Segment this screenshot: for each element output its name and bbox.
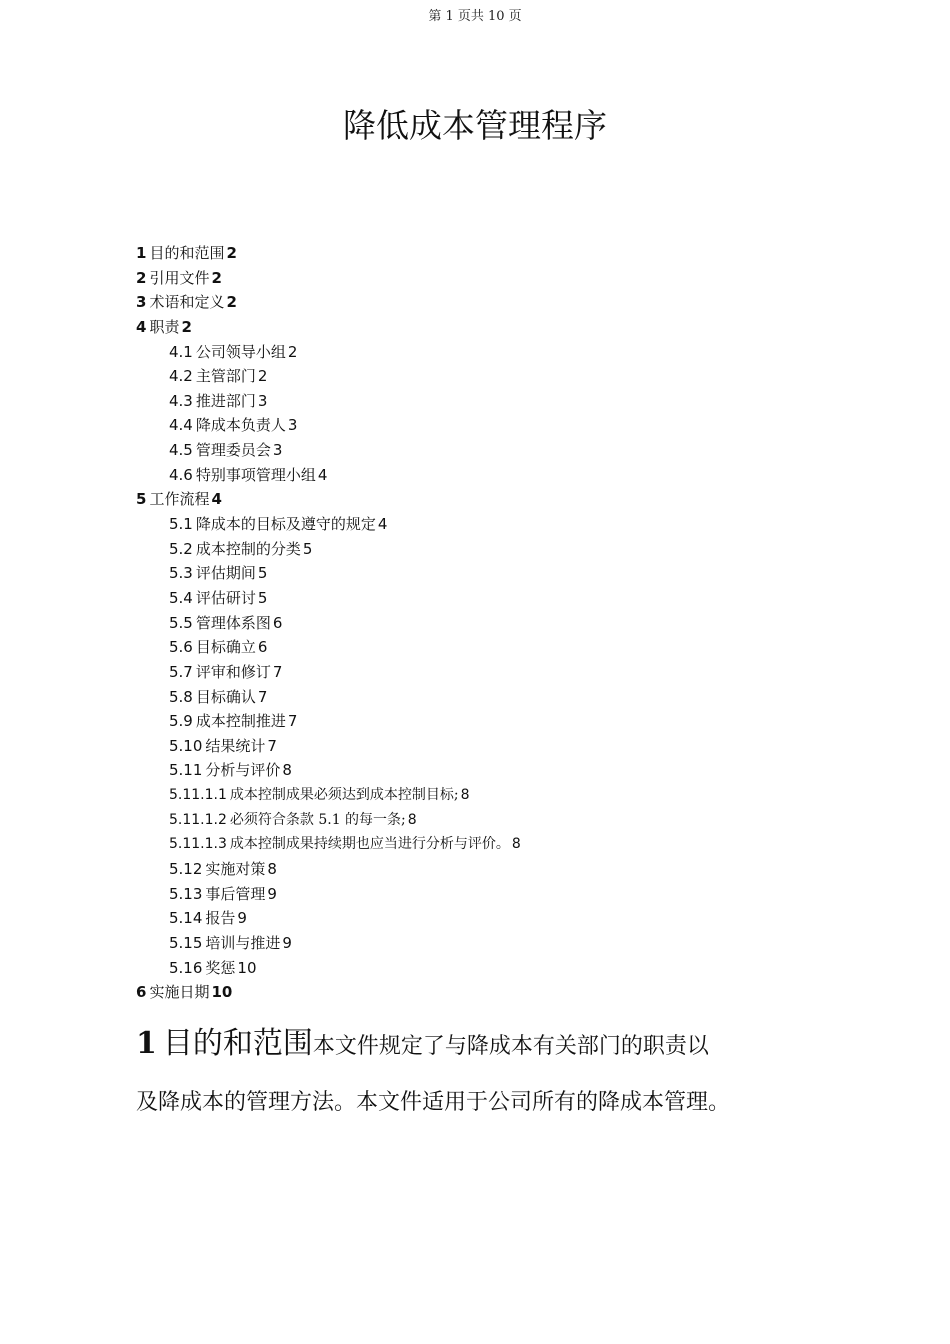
toc-entry[interactable] [136, 906, 856, 931]
toc-entry[interactable] [136, 832, 856, 857]
toc-entry-title: 目标确立 [195, 638, 256, 657]
toc-entry-page: 7 [287, 712, 298, 731]
toc-entry[interactable] [136, 758, 856, 783]
toc-entry-number: 4.3 [169, 391, 193, 410]
toc-entry-number: 5.11 [169, 761, 203, 780]
toc-entry[interactable] [136, 882, 856, 907]
toc-entry-title: 成本控制的分类 [195, 539, 301, 558]
toc-entry-number: 6 [136, 983, 147, 1002]
toc-entry-number: 5.13 [169, 884, 203, 903]
document-title: 降低成本管理程序 [343, 106, 607, 145]
toc-entry-page: 7 [272, 662, 283, 681]
toc-entry-title: 职责 [149, 317, 180, 336]
toc-entry-page: 10 [237, 958, 257, 977]
toc-entry[interactable] [136, 290, 856, 315]
toc-entry[interactable] [136, 364, 856, 389]
toc-entry-page: 3 [287, 416, 298, 435]
toc-entry[interactable] [136, 980, 856, 1005]
toc-entry-title: 实施日期 [149, 983, 210, 1002]
toc-entry-title: 公司领导小组 [195, 342, 286, 361]
toc-entry-page: 7 [257, 687, 268, 706]
toc-entry-number: 4.4 [169, 416, 193, 435]
toc-entry-number: 5.6 [169, 638, 193, 657]
toc-entry-number: 5.12 [169, 860, 203, 879]
toc-entry-page: 10 [211, 983, 233, 1002]
toc-entry-page: 2 [287, 342, 298, 361]
toc-entry[interactable] [136, 783, 856, 808]
toc-entry-number: 5.16 [169, 958, 203, 977]
toc-entry-page: 9 [237, 909, 247, 928]
toc-entry-page: 8 [267, 860, 277, 879]
toc-entry-title: 培训与推进 [205, 933, 281, 952]
toc-entry-page: 6 [272, 613, 283, 632]
toc-entry[interactable] [136, 611, 856, 636]
toc-entry-number: 3 [136, 293, 147, 312]
toc-entry[interactable] [136, 537, 856, 562]
toc-entry-page: 4 [377, 515, 388, 534]
toc-entry-page: 9 [267, 884, 277, 903]
toc-entry-page: 8 [282, 761, 292, 780]
toc-entry-page: 5 [257, 564, 268, 583]
toc-entry-title: 评审和修订 [195, 662, 271, 681]
toc-entry-number: 4 [136, 317, 147, 336]
toc-entry-page: 5 [302, 539, 313, 558]
section-title: 目的和范围 [162, 1026, 313, 1061]
toc-entry-page: 4 [317, 465, 328, 484]
toc-entry[interactable] [136, 389, 856, 414]
section-1-body [136, 1016, 836, 1131]
toc-entry[interactable] [136, 931, 856, 956]
toc-entry[interactable] [136, 463, 856, 488]
toc-entry-page: 8 [511, 836, 521, 853]
table-of-contents [136, 241, 856, 1005]
toc-entry[interactable] [136, 512, 856, 537]
toc-entry[interactable] [136, 660, 856, 685]
toc-entry-number: 5.14 [169, 909, 203, 928]
toc-entry-page: 6 [257, 638, 268, 657]
toc-entry-number: 5.5 [169, 613, 193, 632]
toc-entry-page: 2 [181, 317, 192, 336]
toc-entry-title: 必须符合条款 5.1 的每一条; [229, 811, 406, 828]
toc-entry[interactable] [136, 340, 856, 365]
toc-entry[interactable] [136, 266, 856, 291]
toc-entry-title: 术语和定义 [149, 293, 225, 312]
toc-entry-number: 4.5 [169, 441, 193, 460]
section-text-line-2: 及降成本的管理方法。本文件适用于公司所有的降成本管理。 [136, 1090, 731, 1115]
toc-entry-title: 工作流程 [149, 490, 210, 509]
toc-entry-title: 分析与评价 [205, 761, 281, 780]
toc-entry-title: 成本控制成果必须达到成本控制目标; [229, 787, 459, 804]
toc-entry[interactable] [136, 857, 856, 882]
toc-entry-number: 5.9 [169, 712, 193, 731]
toc-entry-title: 管理委员会 [195, 441, 271, 460]
toc-entry[interactable] [136, 315, 856, 340]
toc-entry-number: 1 [136, 244, 147, 262]
section-text-line-1: 本文件规定了与降成本有关部门的职责以 [312, 1034, 709, 1059]
toc-entry-page: 2 [226, 293, 237, 312]
toc-entry[interactable] [136, 956, 856, 981]
toc-entry[interactable] [136, 413, 856, 438]
toc-entry-page: 8 [407, 811, 417, 828]
toc-entry-number: 5.3 [169, 564, 193, 583]
toc-entry-number: 2 [136, 268, 147, 287]
toc-entry-title: 奖惩 [205, 958, 236, 977]
toc-entry-number: 5.11.1.2 [169, 811, 227, 828]
toc-entry-page: 3 [272, 441, 283, 460]
toc-entry-title: 主管部门 [195, 367, 256, 386]
toc-entry-title: 成本控制成果持续期也应当进行分析与评价。 [229, 836, 510, 853]
toc-entry[interactable] [136, 487, 856, 512]
toc-entry-number: 5.11.1.3 [169, 836, 227, 853]
page-indicator: 第 1 页共 10 页 [428, 9, 522, 24]
toc-entry-number: 4.2 [169, 367, 193, 386]
toc-entry-title: 降成本负责人 [195, 416, 286, 435]
toc-entry-title: 成本控制推进 [195, 712, 286, 731]
toc-entry[interactable] [136, 586, 856, 611]
toc-entry-number: 5.1 [169, 515, 193, 534]
toc-entry-number: 5.11.1.1 [169, 787, 227, 804]
toc-entry-number: 4.6 [169, 465, 193, 484]
toc-entry-title: 引用文件 [149, 268, 210, 287]
toc-entry[interactable] [136, 438, 856, 463]
toc-entry-title: 降成本的目标及遵守的规定 [195, 515, 376, 534]
toc-entry-page: 7 [267, 736, 277, 755]
toc-entry-title: 目标确认 [195, 687, 256, 706]
section-number: 1 [136, 1026, 157, 1061]
toc-entry-number: 5.15 [169, 933, 203, 952]
toc-entry-number: 4.1 [169, 342, 193, 361]
toc-entry-page: 9 [282, 933, 292, 952]
toc-entry-number: 5 [136, 490, 147, 509]
toc-entry-number: 5.8 [169, 687, 193, 706]
toc-entry-title: 事后管理 [205, 884, 266, 903]
toc-entry-page: 2 [211, 268, 222, 287]
toc-entry-page: 4 [211, 490, 222, 509]
toc-entry-number: 5.4 [169, 588, 193, 607]
toc-entry-title: 报告 [205, 909, 236, 928]
toc-entry[interactable] [136, 808, 856, 833]
toc-entry-title: 推进部门 [195, 391, 256, 410]
toc-entry-number: 5.7 [169, 662, 193, 681]
toc-entry[interactable] [136, 561, 856, 586]
toc-entry-number: 5.10 [169, 736, 203, 755]
toc-entry-page: 2 [226, 244, 237, 262]
toc-entry-page: 5 [257, 588, 268, 607]
toc-entry-number: 5.2 [169, 539, 193, 558]
toc-entry-title: 特别事项管理小组 [195, 465, 316, 484]
toc-entry-title: 评估研讨 [195, 588, 256, 607]
toc-entry-title: 目的和范围 [149, 244, 225, 262]
section-1 [136, 1016, 836, 1131]
toc-entry[interactable] [136, 635, 856, 660]
toc-entry[interactable] [136, 734, 856, 759]
toc-entry[interactable] [136, 241, 856, 266]
toc-entry[interactable] [136, 685, 856, 710]
section-heading [136, 1026, 313, 1061]
toc-entry-page: 8 [460, 787, 470, 804]
toc-entry-page: 2 [257, 367, 268, 386]
toc-entry-title: 实施对策 [205, 860, 266, 879]
toc-entry-title: 评估期间 [195, 564, 256, 583]
toc-entry-page: 3 [257, 391, 268, 410]
toc-entry-title: 结果统计 [205, 736, 266, 755]
toc-entry-title: 管理体系图 [195, 613, 271, 632]
toc-entry[interactable] [136, 709, 856, 734]
